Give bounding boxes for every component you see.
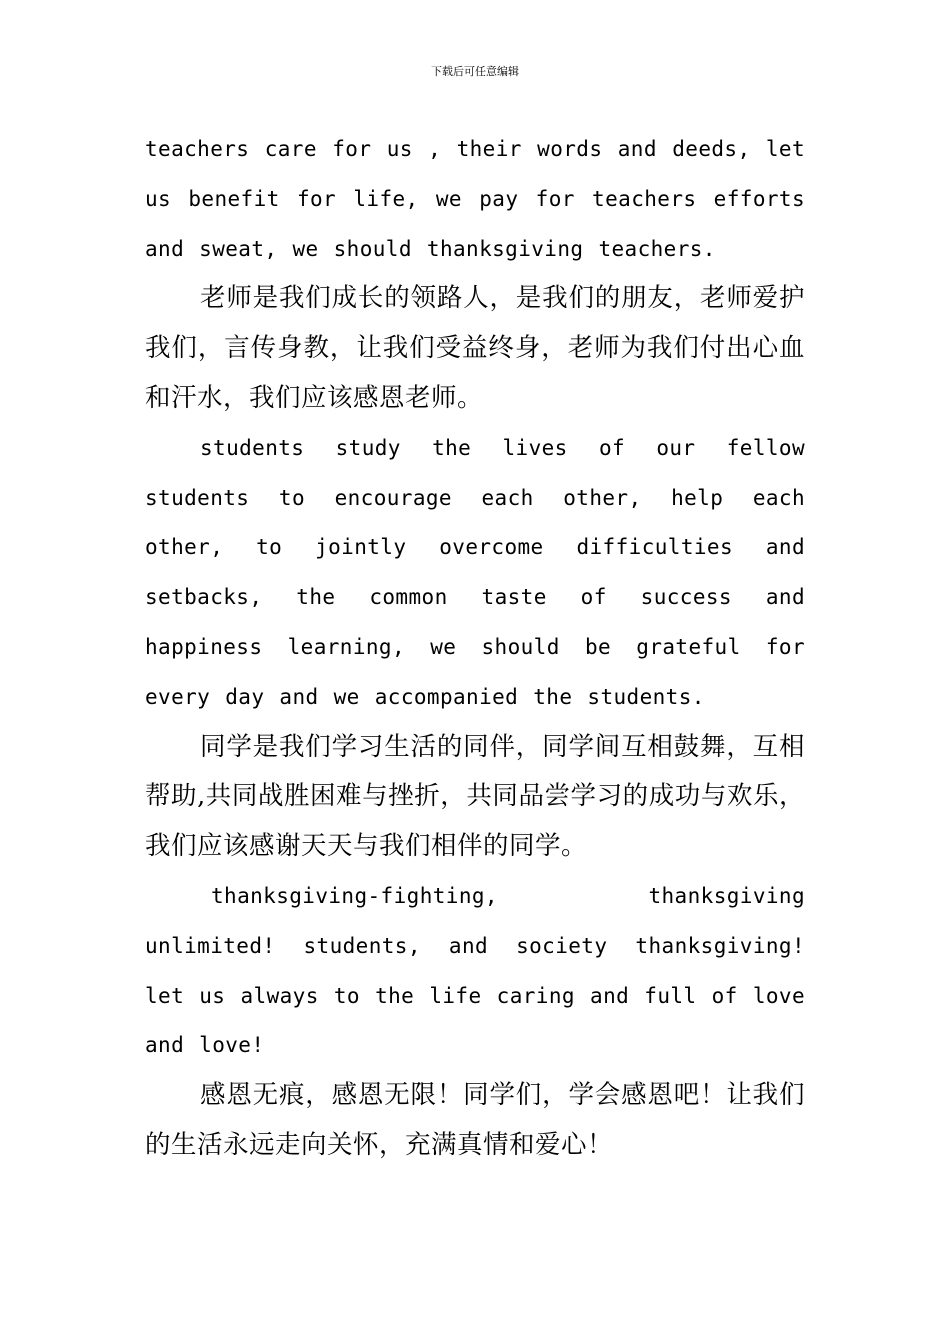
document-body: [145, 125, 805, 1171]
paragraph-en-thanksgiving: thanksgiving-fighting, thanksgiving unlimited! students, and society thanksgiving! let us always to the life caring and full of love and love!: [145, 883, 805, 1058]
paragraph-zh-thanksgiving: 感恩无痕，感恩无限！同学们，学会感恩吧！让我们的生活永远走向关怀，充满真情和爱心！: [145, 1080, 805, 1160]
paragraph-zh-teachers: 老师是我们成长的领路人，是我们的朋友，老师爱护我们，言传身教，让我们受益终身，老师为我们付出心血和汗水，我们应该感恩老师。: [145, 283, 805, 413]
page-header: 下载后可任意编辑: [431, 65, 519, 78]
paragraph-en-students: students study the lives of our fellow students to encourage each other, help each other, to jointly overcome difficulties and setbacks, the common taste of success and happiness learning, we should be grateful for every day and we accompanied the students.: [145, 435, 805, 709]
paragraph-zh-students: 同学是我们学习生活的同伴，同学间互相鼓舞，互相帮助,共同战胜困难与挫折，共同品尝学习的成功与欢乐，我们应该感谢天天与我们相伴的同学。: [145, 731, 805, 862]
paragraph-en-teachers: teachers care for us , their words and deeds, let us benefit for life, we pay for teachers efforts and sweat, we should thanksgiving teachers.: [145, 137, 805, 261]
